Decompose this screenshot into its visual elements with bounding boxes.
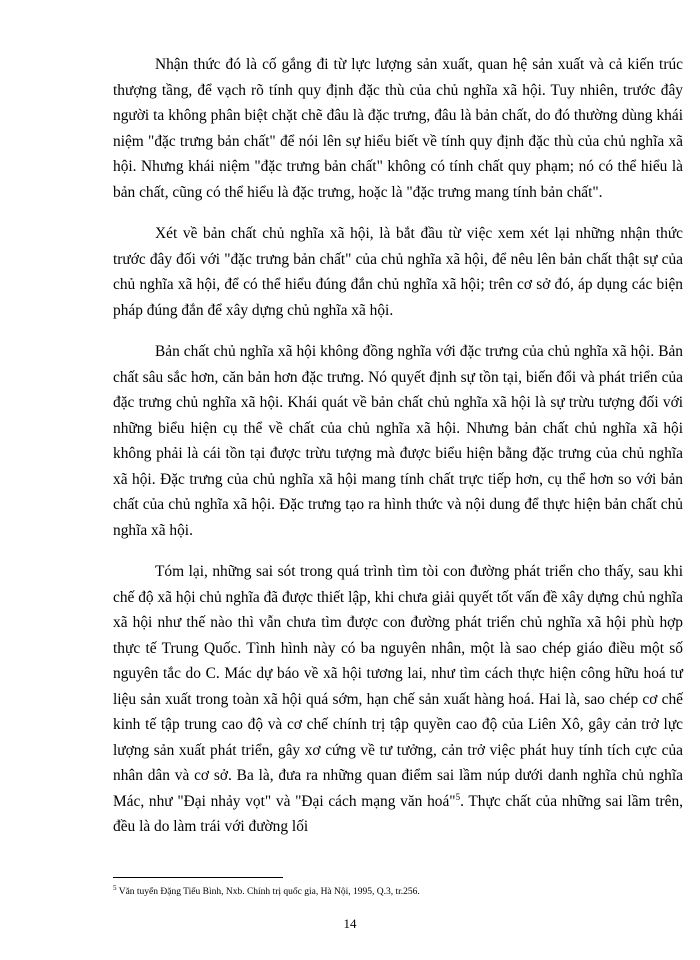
- footnote-divider: [113, 877, 283, 878]
- footnote-text: Văn tuyển Đặng Tiểu Bình, Nxb. Chính trị quốc gia, Hà Nội, 1995, Q.3, tr.256.: [116, 887, 420, 898]
- footnote-reference[interactable]: 5: [455, 791, 461, 802]
- footnote: [113, 882, 683, 898]
- footnote-marker: 5: [113, 884, 117, 892]
- paragraph-4-text: Tóm lại, những sai sót trong quá trình tìm tòi con đường phát triển cho thấy, sau khi chế độ xã hội chủ nghĩa đã được thiết lập, khi chưa giải quyết tốt vấn đề xây dựng chủ nghĩa xã hội như thế nào thì vẫn chưa tìm được con đường phát triển chủ nghĩa xã hội phù hợp thực tế Trung Quốc. Tình hình này có ba nguyên nhân, một là sao chép giáo điều một số nguyên tắc do C. Mác dự báo về xã hội tương lai, như tìm cách thực hiện công hữu hoá tư liệu sản xuất trong toàn xã hội quá sớm, hạn chế sản xuất hàng hoá. Hai là, sao chép cơ chế kinh tế tập trung cao độ và cơ chế chính trị tập quyền cao độ của Liên Xô, gây cản trở lực lượng sản xuất phát triển, gây xơ cứng về tư tưởng, cản trở việc phát huy tính tích cực của nhân dân và cơ sở. Ba là, đưa ra những quan điểm sai lầm núp dưới danh nghĩa chủ nghĩa Mác, như "Đại nhảy vọt" và "Đại cách mạng văn hoá": [113, 563, 683, 810]
- paragraph-3: Bản chất chủ nghĩa xã hội không đồng nghĩa với đặc trưng của chủ nghĩa xã hội. Bản chất sâu sắc hơn, căn bản hơn đặc trưng. Nó quyết định sự tồn tại, biến đổi và phát triển của đặc trưng chủ nghĩa xã hội. Khái quát về bản chất chủ nghĩa xã hội là sự trừu tượng đối với những biểu hiện cụ thể về chất của chủ nghĩa xã hội. Nhưng bản chất chủ nghĩa xã hội không phải là cái tồn tại được trừu tượng mà được biểu hiện bằng đặc trưng của chủ nghĩa xã hội. Đặc trưng của chủ nghĩa xã hội mang tính chất trực tiếp hơn, cụ thể hơn so với bản chất của chủ nghĩa xã hội. Đặc trưng tạo ra hình thức và nội dung để thực hiện bản chất chủ nghĩa xã hội.: [113, 343, 683, 539]
- paragraph-4: [113, 559, 683, 840]
- paragraph-4-text-continued: . Thực chất của những sai lầm trên, đều là do làm trái với đường lối: [113, 792, 683, 835]
- page-number: 14: [343, 916, 357, 931]
- paragraph-1: Nhận thức đó là cố gắng đi từ lực lượng sản xuất, quan hệ sản xuất và cả kiến trúc thượng tầng, để vạch rõ tính quy định đặc thù của chủ nghĩa xã hội. Tuy nhiên, trước đây người ta không phân biệt chặt chẽ đâu là đặc trưng, đâu là bản chất, do đó thường dùng khái niệm "đặc trưng bản chất" để nói lên sự hiểu biết về tính quy định đặc thù của chủ nghĩa xã hội. Nhưng khái niệm "đặc trưng bản chất" không có tính chất quy phạm; nó có thể hiểu là bản chất, cũng có thể hiểu là đặc trưng, hoặc là "đặc trưng mang tính bản chất".: [113, 56, 683, 201]
- document-body: [113, 52, 683, 856]
- paragraph-2: Xét về bản chất chủ nghĩa xã hội, là bắt đầu từ việc xem xét lại những nhận thức trước đây đối với "đặc trưng bản chất" của chủ nghĩa xã hội, để nêu lên bản chất thật sự của chủ nghĩa xã hội, để có thể hiểu đúng đắn chủ nghĩa xã hội; trên cơ sở đó, áp dụng các biện pháp đúng đắn để xây dựng chủ nghĩa xã hội.: [113, 225, 683, 319]
